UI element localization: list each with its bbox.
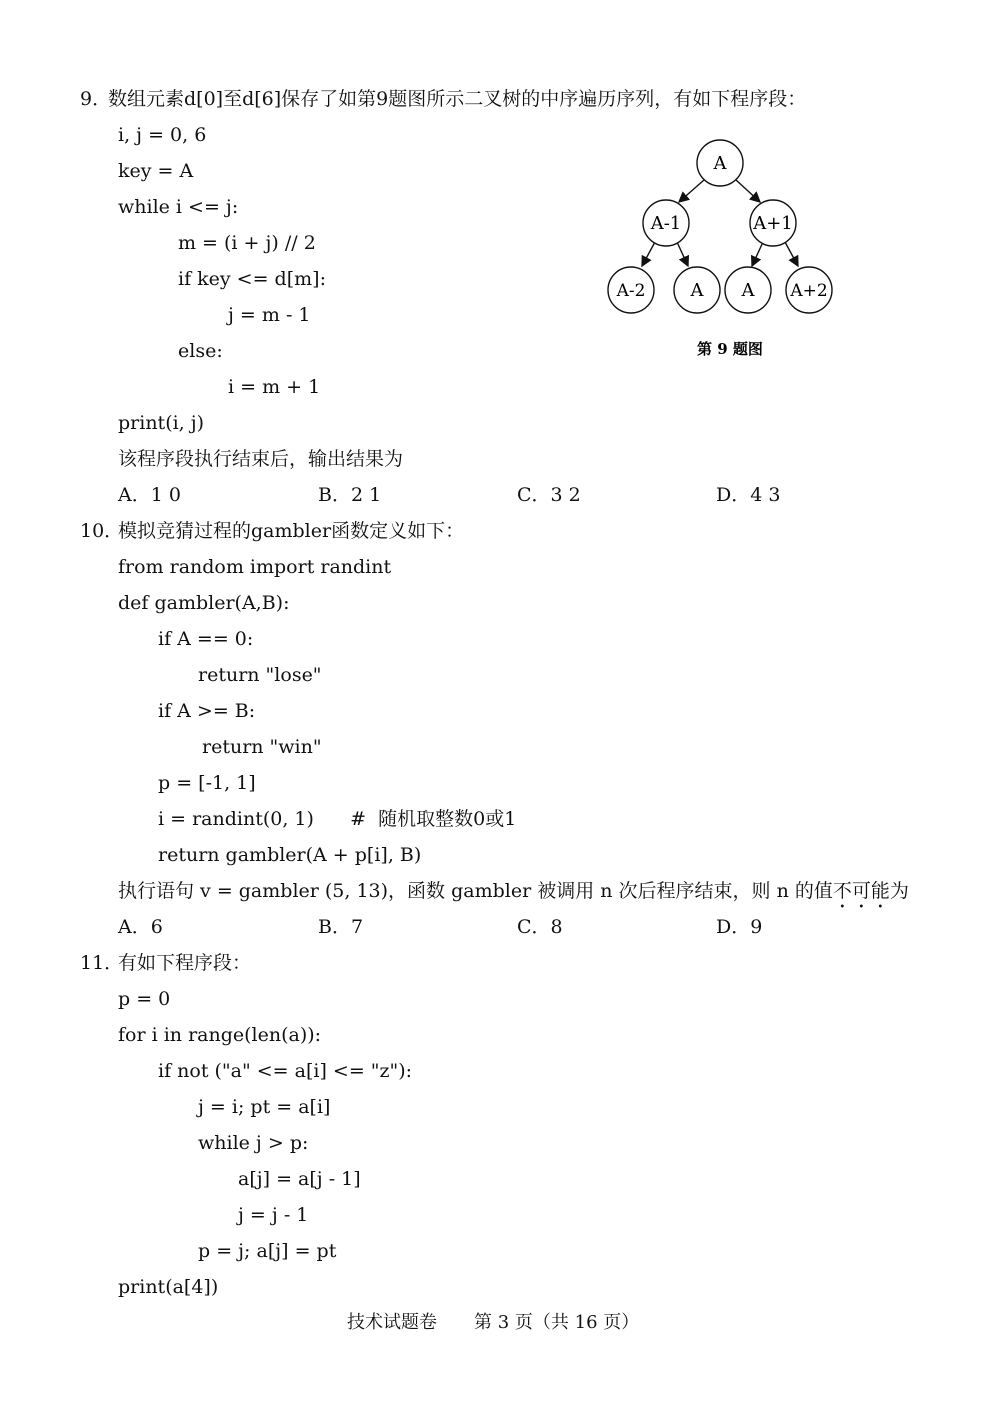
q9-code-line-4: m = (i + j) // 2 bbox=[178, 232, 316, 254]
svg-text:A-1: A-1 bbox=[650, 213, 682, 234]
q9-code-line-7: else: bbox=[178, 340, 223, 362]
tree-node-root bbox=[697, 140, 743, 186]
q9-option-b: B．2 1 bbox=[318, 484, 382, 506]
edge-r-rl bbox=[752, 242, 763, 266]
q10-code-line-2: def gambler(A,B): bbox=[118, 592, 290, 614]
q9-number: 9． bbox=[80, 88, 112, 110]
q10-stem: 模拟竞猜过程的gambler函数定义如下： bbox=[118, 520, 465, 542]
q9-question: 该程序段执行结束后，输出结果为 bbox=[118, 448, 404, 470]
q9-stem: 数组元素d[0]至d[6]保存了如第9题图所示二叉树的中序遍历序列，有如下程序段： bbox=[108, 88, 807, 110]
q10-question-emphasis: 不可能 bbox=[832, 880, 890, 902]
q10-code-line-3: if A == 0: bbox=[158, 628, 254, 650]
q11-code-line-2: for i in range(len(a)): bbox=[118, 1024, 322, 1046]
q10-code-line-1: from random import randint bbox=[118, 556, 392, 578]
q9-code-line-6: j = m - 1 bbox=[228, 304, 311, 326]
edge-l-ll bbox=[642, 242, 655, 266]
svg-text:A+2: A+2 bbox=[790, 281, 828, 301]
q10-question bbox=[118, 879, 909, 913]
q9-option-d: D．4 3 bbox=[716, 484, 781, 506]
q9-option-a: A．1 0 bbox=[118, 484, 181, 506]
tree-node-left-right bbox=[674, 267, 720, 313]
q11-code-line-4: j = i; pt = a[i] bbox=[198, 1096, 331, 1118]
svg-text:A: A bbox=[690, 280, 704, 301]
q9-code-line-5: if key <= d[m]: bbox=[178, 268, 326, 290]
q10-option-a: A．6 bbox=[118, 916, 163, 938]
svg-text:A-2: A-2 bbox=[616, 281, 646, 301]
q9-code-line-8: i = m + 1 bbox=[228, 376, 321, 398]
svg-text:A: A bbox=[713, 153, 727, 174]
q10-number: 10． bbox=[80, 520, 124, 542]
tree-node-right-left bbox=[725, 267, 771, 313]
q10-question-prefix: 执行语句 v = gambler (5, 13)，函数 gambler 被调用 n 次后程序结束，则 n 的值 bbox=[118, 880, 833, 902]
edge-l-lr bbox=[677, 242, 688, 266]
q11-code-line-6: a[j] = a[j - 1] bbox=[238, 1168, 361, 1190]
q10-option-d: D．9 bbox=[716, 916, 763, 938]
q10-question-suffix: 为 bbox=[889, 880, 909, 902]
footer-title: 技术试题卷 bbox=[347, 1312, 437, 1333]
edge-r-rr bbox=[785, 242, 798, 266]
svg-text:A: A bbox=[741, 280, 755, 301]
q11-code-line-3: if not ("a" <= a[i] <= "z"): bbox=[158, 1060, 413, 1082]
q9-code-line-3: while i <= j: bbox=[118, 196, 239, 218]
q9-code-line-2: key = A bbox=[118, 160, 194, 182]
edge-root-left bbox=[679, 180, 704, 202]
binary-tree-figure bbox=[600, 138, 850, 370]
q11-code-line-5: while j > p: bbox=[198, 1132, 309, 1154]
q11-code-line-9: print(a[4]) bbox=[118, 1276, 219, 1298]
q11-code-line-1: p = 0 bbox=[118, 988, 171, 1010]
tree-node-right-right bbox=[786, 267, 832, 313]
q9-code-line-9: print(i, j) bbox=[118, 412, 205, 434]
tree-node-left-left bbox=[608, 267, 654, 313]
q10-option-c: C．8 bbox=[517, 916, 563, 938]
q11-number: 11． bbox=[80, 952, 124, 974]
q10-code-line-9: return gambler(A + p[i], B) bbox=[158, 844, 422, 866]
q11-code-line-7: j = j - 1 bbox=[238, 1204, 309, 1226]
edge-root-right bbox=[736, 180, 760, 202]
q9-option-c: C．3 2 bbox=[517, 484, 581, 506]
q10-code-line-8: i = randint(0, 1) # 随机取整数0或1 bbox=[158, 808, 517, 830]
q10-code-line-4: return "lose" bbox=[198, 664, 322, 686]
q11-code-line-8: p = j; a[j] = pt bbox=[198, 1240, 337, 1262]
q10-code-line-6: return "win" bbox=[202, 736, 322, 758]
q10-code-line-5: if A >= B: bbox=[158, 700, 256, 722]
figure-caption: 第 9 题图 bbox=[697, 340, 763, 358]
tree-node-left bbox=[643, 200, 689, 246]
q10-option-b: B．7 bbox=[318, 916, 364, 938]
svg-text:A+1: A+1 bbox=[753, 213, 793, 234]
q11-stem: 有如下程序段： bbox=[118, 952, 252, 974]
q9-code-line-1: i, j = 0, 6 bbox=[118, 124, 207, 146]
q10-code-line-7: p = [-1, 1] bbox=[158, 772, 256, 794]
footer-page-number: 第 3 页（共 16 页） bbox=[474, 1312, 640, 1333]
tree-node-right bbox=[750, 200, 796, 246]
